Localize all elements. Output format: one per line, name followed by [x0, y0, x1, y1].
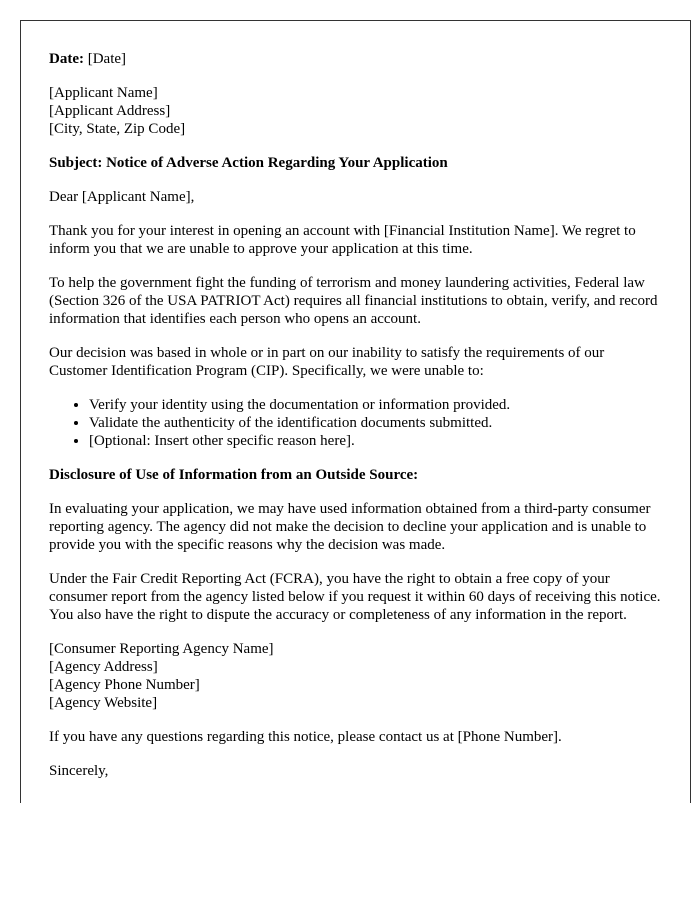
paragraph-fcra: Under the Fair Credit Reporting Act (FCRA), you have the right to obtain a free copy of your consumer report from the agency listed below if you request it within 60 days of receiving this notice. You also have the right to dispute the accuracy or completeness of any information in the report. [49, 571, 661, 623]
reason-item: • Validate the authenticity of the identification documents submitted. [89, 414, 662, 432]
paragraph-outside-source: In evaluating your application, we may have used information obtained from a third-party consumer reporting agency. The agency did not make the decision to decline your application and is unable to provide you with the specific reasons why the decision was made. [49, 501, 651, 553]
reason-item: • [Optional: Insert other specific reason here]. [89, 432, 662, 450]
applicant-city: [City, State, Zip Code] [49, 121, 186, 137]
closing: Sincerely, [49, 763, 109, 779]
salutation: Dear [Applicant Name], [49, 189, 195, 205]
date-value: [Date] [87, 51, 127, 67]
subject-line [49, 154, 662, 172]
letter-page [20, 20, 691, 803]
applicant-name: [Applicant Name] [49, 85, 158, 101]
paragraph-contact: If you have any questions regarding this notice, please contact us at [Phone Number]. [49, 729, 562, 745]
paragraph-patriot-act: To help the government fight the funding of terrorism and money laundering activities, Federal law (Section 326 of the USA PATRIOT Act) requires all financial institutions to obtain, verify, and record information that identifies each person who opens an account. [49, 275, 658, 327]
agency-name: [Consumer Reporting Agency Name] [49, 641, 274, 657]
reason-item: • Verify your identity using the documentation or information provided. [89, 396, 662, 414]
date-line [49, 50, 662, 68]
disclosure-heading-text: Disclosure of Use of Information from an Outside Source: [49, 467, 419, 483]
applicant-address: [Applicant Address] [49, 103, 171, 119]
agency-block [49, 640, 662, 712]
agency-phone: [Agency Phone Number] [49, 677, 200, 693]
disclosure-heading [49, 466, 662, 484]
agency-website: [Agency Website] [49, 695, 158, 711]
reasons-list [49, 396, 662, 450]
agency-address: [Agency Address] [49, 659, 158, 675]
paragraph-cip: Our decision was based in whole or in part on our inability to satisfy the requirements of our Customer Identification Program (CIP). Specifically, we were unable to: [49, 345, 605, 379]
paragraph-intro: Thank you for your interest in opening an account with [Financial Institution Name]. We regret to inform you that we are unable to approve your application at this time. [49, 223, 636, 257]
applicant-address-block [49, 84, 662, 138]
subject-text: Subject: Notice of Adverse Action Regarding Your Application [49, 155, 448, 171]
date-label: Date: [49, 51, 84, 67]
